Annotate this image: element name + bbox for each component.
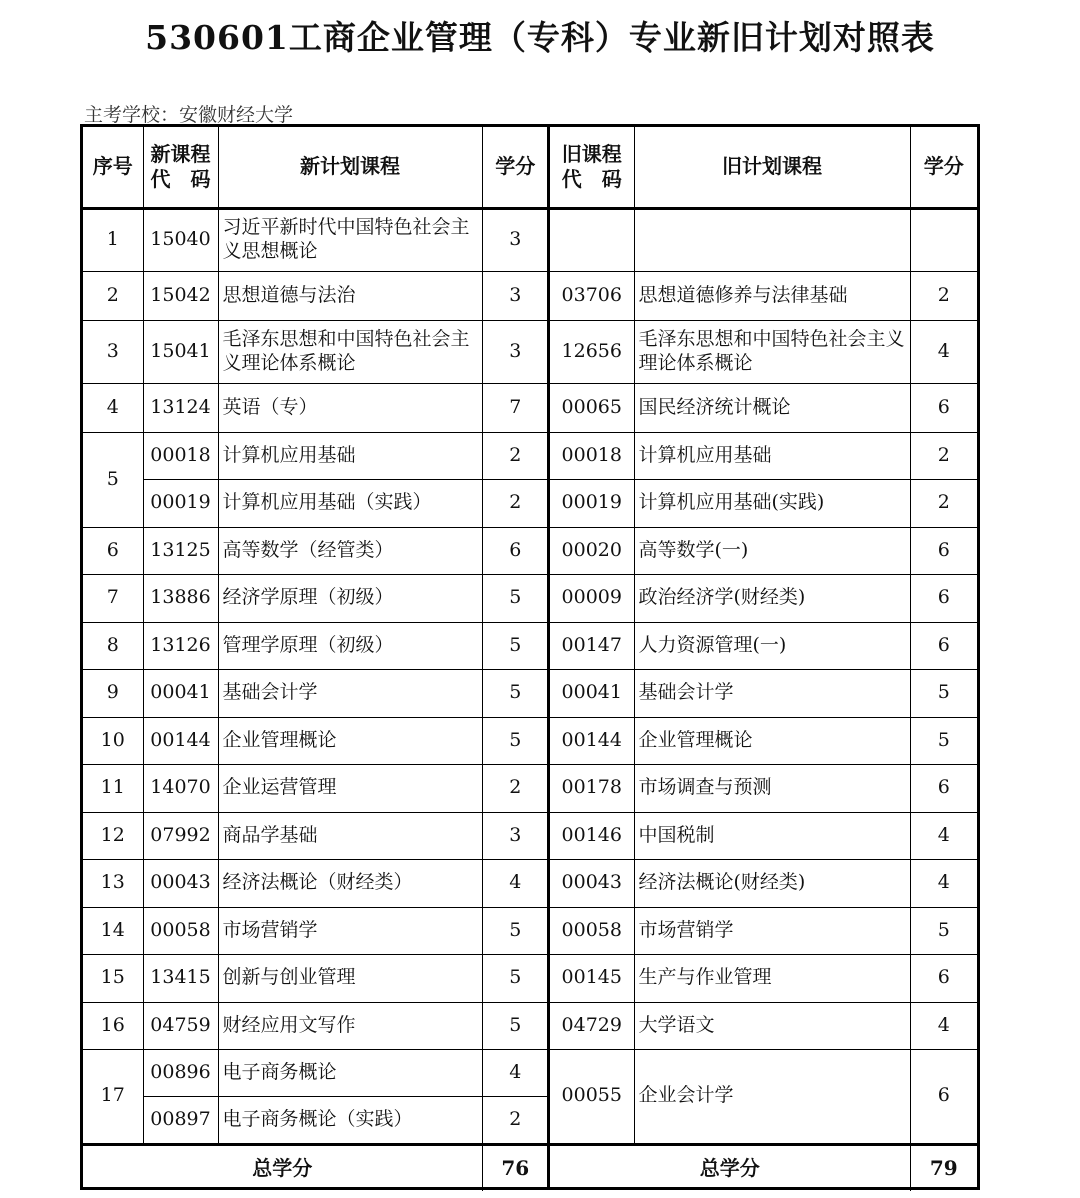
row-new-code: 15042 (143, 271, 218, 320)
page-title: 530601工商企业管理（专科）专业新旧计划对照表 (145, 18, 935, 57)
row-seq: 12 (83, 812, 143, 859)
row-new-code: 00041 (143, 669, 218, 717)
table-row (550, 320, 977, 383)
row-seq: 9 (83, 669, 143, 717)
row-old-credit (910, 208, 977, 271)
row-new-course: 财经应用文写作 (218, 1002, 482, 1049)
row-new-credit: 5 (482, 954, 548, 1002)
table-row (83, 954, 548, 1002)
row-old-course: 高等数学(一) (634, 527, 910, 574)
row-new-course: 商品学基础 (218, 812, 482, 859)
row-new-course: 电子商务概论（实践） (218, 1096, 482, 1144)
table-row (550, 432, 977, 479)
row-new-course: 经济法概论（财经类） (218, 859, 482, 907)
row-seq: 3 (83, 320, 143, 383)
total-row (550, 1144, 977, 1191)
row-new-credit: 5 (482, 907, 548, 954)
row-new-credit: 5 (482, 622, 548, 669)
row-old-credit: 6 (910, 1049, 977, 1144)
row-new-course: 基础会计学 (218, 669, 482, 717)
table-row (83, 383, 548, 432)
total-credit-old: 79 (910, 1144, 977, 1191)
row-old-course: 政治经济学(财经类) (634, 574, 910, 622)
header-seq: 序号 (83, 127, 143, 208)
row-new-course: 经济学原理（初级） (218, 574, 482, 622)
row-old-code: 00178 (550, 764, 634, 812)
row-old-credit: 5 (910, 669, 977, 717)
row-old-course: 大学语文 (634, 1002, 910, 1049)
header-old-code: 旧课程 代 码 (550, 127, 634, 208)
row-old-credit: 6 (910, 764, 977, 812)
table-row (83, 907, 548, 954)
table-row (83, 208, 548, 271)
row-old-course: 企业管理概论 (634, 717, 910, 764)
row-new-code: 13126 (143, 622, 218, 669)
row-seq: 6 (83, 527, 143, 574)
row-old-credit: 5 (910, 907, 977, 954)
row-old-course: 中国税制 (634, 812, 910, 859)
row-old-code: 00009 (550, 574, 634, 622)
total-credit-new: 76 (482, 1144, 548, 1191)
row-old-credit: 6 (910, 954, 977, 1002)
table-row (83, 1049, 548, 1096)
header-new-course: 新计划课程 (218, 127, 482, 208)
row-new-code: 13125 (143, 527, 218, 574)
row-seq: 14 (83, 907, 143, 954)
table-row (550, 859, 977, 907)
row-seq: 17 (83, 1049, 143, 1144)
table-row (83, 320, 548, 383)
row-seq: 2 (83, 271, 143, 320)
row-new-code: 00019 (143, 479, 218, 527)
row-new-course: 习近平新时代中国特色社会主义思想概论 (218, 208, 482, 271)
row-old-course: 思想道德修养与法律基础 (634, 271, 910, 320)
table-row (550, 954, 977, 1002)
row-old-code: 00058 (550, 907, 634, 954)
table-row (83, 859, 548, 907)
row-new-code: 00043 (143, 859, 218, 907)
row-new-code: 15041 (143, 320, 218, 383)
row-new-credit: 7 (482, 383, 548, 432)
row-old-code: 00041 (550, 669, 634, 717)
row-new-course: 企业管理概论 (218, 717, 482, 764)
row-old-credit: 6 (910, 383, 977, 432)
row-old-code: 00055 (550, 1049, 634, 1144)
row-old-code: 12656 (550, 320, 634, 383)
table-row (83, 432, 548, 479)
row-new-credit: 2 (482, 1096, 548, 1144)
row-new-credit: 3 (482, 208, 548, 271)
row-new-course: 管理学原理（初级） (218, 622, 482, 669)
row-new-code: 00018 (143, 432, 218, 479)
row-new-credit: 5 (482, 669, 548, 717)
row-new-code: 15040 (143, 208, 218, 271)
row-seq: 11 (83, 764, 143, 812)
table-row (550, 1049, 977, 1144)
row-new-course: 创新与创业管理 (218, 954, 482, 1002)
row-old-credit: 6 (910, 622, 977, 669)
row-old-course: 国民经济统计概论 (634, 383, 910, 432)
row-new-code: 00896 (143, 1049, 218, 1096)
row-new-course: 计算机应用基础 (218, 432, 482, 479)
row-old-code: 00020 (550, 527, 634, 574)
row-old-code: 04729 (550, 1002, 634, 1049)
row-new-credit: 2 (482, 764, 548, 812)
row-new-credit: 5 (482, 717, 548, 764)
row-new-credit: 3 (482, 320, 548, 383)
row-new-course: 思想道德与法治 (218, 271, 482, 320)
header-row (83, 127, 548, 208)
header-new-code: 新课程 代 码 (143, 127, 218, 208)
header-new-credit: 学分 (482, 127, 548, 208)
row-old-code: 00146 (550, 812, 634, 859)
row-old-credit: 6 (910, 527, 977, 574)
row-new-credit: 4 (482, 859, 548, 907)
row-old-course (634, 208, 910, 271)
row-seq: 10 (83, 717, 143, 764)
row-old-credit: 4 (910, 859, 977, 907)
row-old-credit: 4 (910, 320, 977, 383)
row-old-course: 人力资源管理(一) (634, 622, 910, 669)
row-new-credit: 3 (482, 812, 548, 859)
table-row (83, 527, 548, 574)
table-row (550, 208, 977, 271)
row-seq: 16 (83, 1002, 143, 1049)
row-new-course: 市场营销学 (218, 907, 482, 954)
center-divider (547, 124, 550, 1190)
table-row (83, 271, 548, 320)
row-new-credit: 2 (482, 432, 548, 479)
row-old-course: 市场调查与预测 (634, 764, 910, 812)
row-old-code: 00018 (550, 432, 634, 479)
row-old-course: 计算机应用基础 (634, 432, 910, 479)
row-new-course: 计算机应用基础（实践） (218, 479, 482, 527)
row-seq: 4 (83, 383, 143, 432)
row-new-code: 13124 (143, 383, 218, 432)
row-old-course: 企业会计学 (634, 1049, 910, 1144)
table-row (550, 574, 977, 622)
table-row (550, 669, 977, 717)
total-row (83, 1144, 548, 1191)
table-row (83, 717, 548, 764)
row-old-code: 00147 (550, 622, 634, 669)
row-seq: 1 (83, 208, 143, 271)
row-seq: 15 (83, 954, 143, 1002)
row-new-code: 07992 (143, 812, 218, 859)
table-row (550, 527, 977, 574)
table-row (550, 717, 977, 764)
row-seq: 8 (83, 622, 143, 669)
row-old-credit: 5 (910, 717, 977, 764)
total-label-new: 总学分 (83, 1144, 482, 1191)
table-row (83, 622, 548, 669)
row-new-credit: 2 (482, 479, 548, 527)
header-row (550, 127, 977, 208)
row-new-credit: 4 (482, 1049, 548, 1096)
table-row (550, 764, 977, 812)
row-old-course: 经济法概论(财经类) (634, 859, 910, 907)
table-row (550, 479, 977, 527)
row-old-course: 毛泽东思想和中国特色社会主义理论体系概论 (634, 320, 910, 383)
row-new-course: 英语（专） (218, 383, 482, 432)
row-new-course: 电子商务概论 (218, 1049, 482, 1096)
table-row (550, 812, 977, 859)
row-old-code: 00043 (550, 859, 634, 907)
row-new-credit: 3 (482, 271, 548, 320)
row-new-code: 00897 (143, 1096, 218, 1144)
row-seq: 5 (83, 432, 143, 527)
row-new-code: 04759 (143, 1002, 218, 1049)
header-old-course: 旧计划课程 (634, 127, 910, 208)
row-old-code: 03706 (550, 271, 634, 320)
table-row (550, 907, 977, 954)
row-new-credit: 5 (482, 574, 548, 622)
table-row (83, 1002, 548, 1049)
row-old-credit: 4 (910, 1002, 977, 1049)
row-old-credit: 2 (910, 432, 977, 479)
table-row (83, 669, 548, 717)
old-plan-table (550, 127, 977, 1191)
row-old-course: 生产与作业管理 (634, 954, 910, 1002)
row-old-credit: 2 (910, 479, 977, 527)
table-row (550, 1002, 977, 1049)
row-new-course: 毛泽东思想和中国特色社会主义理论体系概论 (218, 320, 482, 383)
table-row (83, 479, 548, 527)
table-row (83, 764, 548, 812)
table-row (83, 574, 548, 622)
row-new-course: 高等数学（经管类） (218, 527, 482, 574)
row-old-credit: 4 (910, 812, 977, 859)
table-row (83, 812, 548, 859)
row-new-code: 13415 (143, 954, 218, 1002)
table-row (550, 622, 977, 669)
row-old-code: 00065 (550, 383, 634, 432)
table-row (550, 383, 977, 432)
table-row (550, 271, 977, 320)
new-plan-table (83, 127, 548, 1191)
row-seq: 7 (83, 574, 143, 622)
row-old-course: 市场营销学 (634, 907, 910, 954)
row-new-code: 00058 (143, 907, 218, 954)
row-old-code: 00019 (550, 479, 634, 527)
exam-school-label: 主考学校：安徽财经大学 (84, 104, 294, 126)
row-new-code: 00144 (143, 717, 218, 764)
row-seq: 13 (83, 859, 143, 907)
row-new-course: 企业运营管理 (218, 764, 482, 812)
row-new-code: 14070 (143, 764, 218, 812)
row-new-code: 13886 (143, 574, 218, 622)
row-new-credit: 5 (482, 1002, 548, 1049)
row-old-credit: 2 (910, 271, 977, 320)
table-row (83, 1096, 548, 1144)
header-old-credit: 学分 (910, 127, 977, 208)
row-new-credit: 6 (482, 527, 548, 574)
row-old-course: 计算机应用基础(实践) (634, 479, 910, 527)
row-old-code: 00145 (550, 954, 634, 1002)
row-old-code (550, 208, 634, 271)
total-label-old: 总学分 (550, 1144, 910, 1191)
row-old-code: 00144 (550, 717, 634, 764)
row-old-course: 基础会计学 (634, 669, 910, 717)
row-old-credit: 6 (910, 574, 977, 622)
